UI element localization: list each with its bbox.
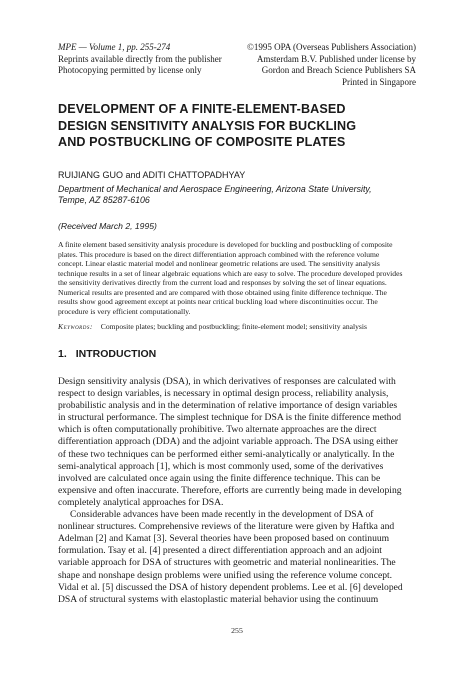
abstract-line: the sensitivity derivatives directly from the current load and responses by solving the set of linear equations. bbox=[58, 278, 387, 287]
abstract bbox=[58, 240, 416, 316]
body-line: probabilistic analysis and in the determination of relative importance of design variables bbox=[58, 400, 398, 412]
abstract-line: Numerical results are presented and are compared with those obtained using finite difference technique. The bbox=[58, 287, 387, 297]
body-line: DSA of structural systems with elastoplastic material behavior using the continuum bbox=[58, 593, 379, 605]
body-line: Adelman [2] and Kamat [3]. Several theories have been proposed based on continuum bbox=[58, 533, 390, 545]
received-date: (Received March 2, 1995) bbox=[58, 221, 157, 231]
paper-title bbox=[58, 101, 428, 151]
keywords-text: Composite plates; buckling and postbuckling; finite-element model; sensitivity analysis bbox=[100, 322, 367, 331]
body-line: Considerable advances have been made recently in the development of DSA of bbox=[70, 509, 374, 521]
body-line: expensive and often inaccurate. Therefore, efforts are currently being made in developing bbox=[58, 484, 402, 496]
header-line: Reprints available directly from the publisher bbox=[58, 53, 222, 64]
body-text bbox=[58, 376, 416, 606]
abstract-line: procedure is very efficient computationally. bbox=[58, 306, 191, 316]
title-line: DESIGN SENSITIVITY ANALYSIS FOR BUCKLING bbox=[58, 118, 357, 133]
body-line: variable approach for DSA of structures with geometric and material nonlinearities. The bbox=[58, 557, 396, 569]
title-line: DEVELOPMENT OF A FINITE-ELEMENT-BASED bbox=[58, 102, 346, 116]
header-line: Photocopying permitted by license only bbox=[58, 65, 202, 75]
abstract-line: A finite element based sensitivity analysis procedure is developed for buckling and postbuckling of composite bbox=[58, 240, 393, 249]
section-title: INTRODUCTION bbox=[75, 348, 157, 360]
keywords bbox=[58, 322, 367, 331]
body-line: of these two techniques can be performed either semi-analytically or analytically. In the bbox=[58, 448, 395, 460]
body-line: completely analytical approaches for DSA. bbox=[58, 496, 224, 508]
affiliation-line: Department of Mechanical and Aerospace Engineering, Arizona State University, bbox=[58, 184, 372, 194]
body-line: shape and nonshape design problems were unified using the reference volume concept. bbox=[58, 569, 393, 581]
body-line: differentiation approach (DDA) and the adjoint variable approach. The DSA using either bbox=[58, 436, 399, 448]
keywords-label: Keywords: bbox=[58, 322, 93, 331]
header-line: ©1995 OPA (Overseas Publishers Association) bbox=[246, 42, 416, 52]
body-line: semi-analytical approach [1], which is most commonly used, some of the derivatives bbox=[58, 460, 384, 472]
authors: RUIJIANG GUO and ADITI CHATTOPADHYAY bbox=[58, 170, 246, 180]
body-line: respect to design variables, is necessary in optimal design process, reliability analysis, bbox=[58, 388, 389, 400]
copyright-header bbox=[216, 42, 416, 88]
section-heading bbox=[58, 348, 156, 360]
abstract-line: technique results in a set of linear algebraic equations which are easy to solve. The procedure developed provides bbox=[58, 268, 403, 278]
title-line: AND POSTBUCKLING OF COMPOSITE PLATES bbox=[58, 135, 346, 149]
body-line: nonlinear structures. Comprehensive reviews of the literature were given by Haftka and bbox=[58, 521, 395, 533]
header-line: Gordon and Breach Science Publishers SA bbox=[261, 65, 416, 75]
body-line: involved are calculated once again using the finite difference technique. This can be bbox=[58, 472, 381, 484]
body-line: Vidal et al. [5] discussed the DSA of history dependent problems. Lee et al. [6] developed bbox=[58, 581, 403, 593]
abstract-line: plates. This procedure is based on the direct differentiation approach combined with the reference volume bbox=[58, 249, 380, 259]
header-line: Amsterdam B.V. Published under license by bbox=[256, 53, 416, 64]
section-number: 1. bbox=[58, 348, 67, 360]
page-number: 255 bbox=[231, 626, 243, 635]
body-line: formulation. Tsay et al. [4] presented a direct differentiation approach and an adjoint bbox=[58, 545, 382, 557]
affiliation-line: Tempe, AZ 85287-6106 bbox=[58, 195, 150, 205]
body-line: Design sensitivity analysis (DSA), in which derivatives of responses are calculated with bbox=[58, 376, 396, 387]
body-line: which is often computationally prohibitive. Two alternate approaches are the direct bbox=[58, 424, 377, 436]
header-line: MPE — Volume 1, pp. 255-274 bbox=[58, 42, 171, 52]
body-line: in structural performance. The simplest technique for DSA is the finite difference method bbox=[58, 412, 402, 424]
affiliation bbox=[58, 184, 372, 206]
abstract-line: results show good agreement except at points near critical buckling load where discontinuities occur. The bbox=[58, 297, 378, 306]
abstract-line: concept. Linear elastic material model and nonlinear geometric relations are used. The sensitivity analysis bbox=[58, 259, 380, 268]
header-line: Printed in Singapore bbox=[342, 76, 416, 87]
